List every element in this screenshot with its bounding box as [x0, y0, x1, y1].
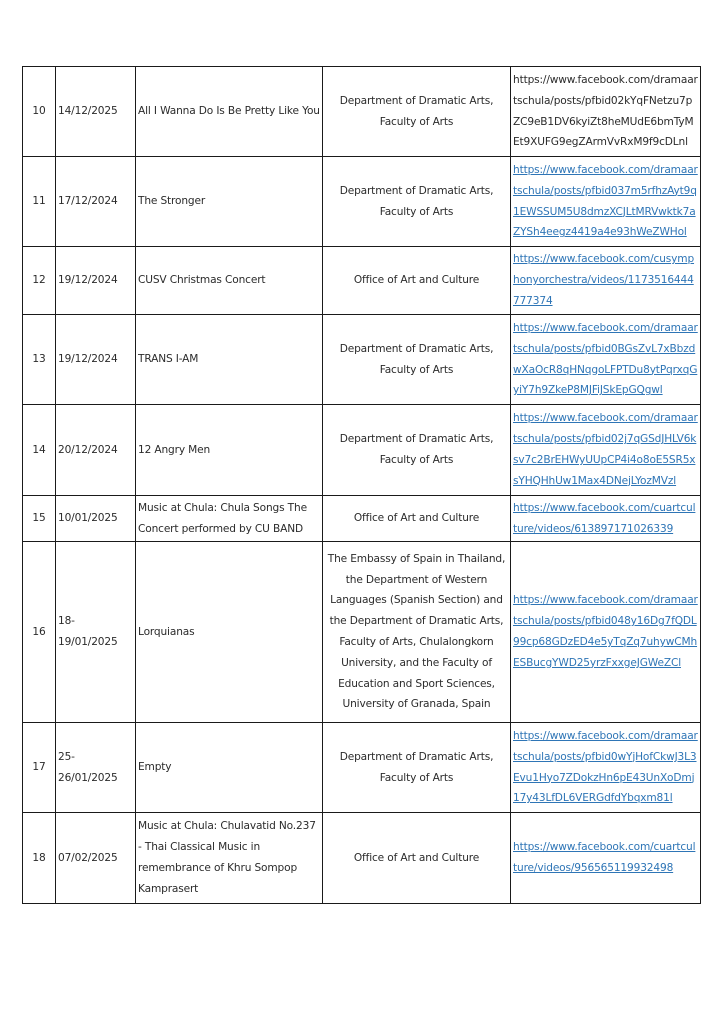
- event-organizer: Department of Dramatic Arts, Faculty of Arts: [323, 723, 511, 813]
- row-number: 10: [23, 67, 56, 157]
- events-table: [22, 66, 701, 904]
- event-date: 17/12/2024: [56, 157, 136, 247]
- event-link[interactable]: https://www.facebook.com/cuartculture/videos/956565119932498: [513, 841, 696, 874]
- event-link-cell: [511, 723, 701, 813]
- event-link[interactable]: https://www.facebook.com/dramaartschula/posts/pfbid0BGsZvL7xBbzdwXaOcR8qHNqgoLFPTDu8ytPqrxqGyiY7h9ZkeP8MJFiJSkEpGQgwl: [513, 321, 698, 397]
- table-row: [23, 405, 701, 496]
- event-link-cell: [511, 813, 701, 904]
- event-date: 10/01/2025: [56, 496, 136, 542]
- row-number: 14: [23, 405, 56, 496]
- event-organizer: Department of Dramatic Arts, Faculty of Arts: [323, 405, 511, 496]
- event-date: 07/02/2025: [56, 813, 136, 904]
- event-title: TRANS I-AM: [136, 315, 323, 405]
- table-row: [23, 67, 701, 157]
- row-number: 11: [23, 157, 56, 247]
- event-title: Lorquianas: [136, 542, 323, 723]
- table-row: [23, 723, 701, 813]
- event-date: 19/12/2024: [56, 315, 136, 405]
- event-organizer: Department of Dramatic Arts, Faculty of Arts: [323, 67, 511, 157]
- event-title: The Stronger: [136, 157, 323, 247]
- event-date: 25-26/01/2025: [56, 723, 136, 813]
- event-date: 14/12/2025: [56, 67, 136, 157]
- row-number: 13: [23, 315, 56, 405]
- event-title: CUSV Christmas Concert: [136, 247, 323, 315]
- event-link[interactable]: https://www.facebook.com/dramaartschula/posts/pfbid037m5rfhzAyt9q1EWSSUM5U8dmzXCJLtMRVwktk7aZYSh4eegz4419a4e93hWeZWHol: [513, 163, 698, 239]
- row-number: 12: [23, 247, 56, 315]
- event-organizer: Office of Art and Culture: [323, 813, 511, 904]
- table-row: [23, 315, 701, 405]
- event-link-cell: [511, 157, 701, 247]
- event-date: 18-19/01/2025: [56, 542, 136, 723]
- table-row: [23, 542, 701, 723]
- event-link[interactable]: https://www.facebook.com/dramaartschula/posts/pfbid02j7qGSdJHLV6ksv7c2BrEHWyUUpCP4i4o8oE5SR5xsYHQHhUw1Max4DNejLYozMVzl: [513, 412, 698, 487]
- event-organizer: Department of Dramatic Arts, Faculty of Arts: [323, 157, 511, 247]
- table-row: [23, 247, 701, 315]
- table-row: [23, 496, 701, 542]
- event-link[interactable]: https://www.facebook.com/dramaartschula/posts/pfbid02kYqFNetzu7pZC9eB1DV6kyiZt8heMUdE6bmTyMEt9XUFG9egZArmVvRxM9f9cDLnl: [513, 73, 698, 149]
- event-link-cell: [511, 542, 701, 723]
- event-link[interactable]: https://www.facebook.com/dramaartschula/posts/pfbid048y16Dg7fQDL99cp68GDzED4e5yTqZq7uhywCMhESBucgYWD25yrzFxxgeJGWeZCl: [513, 594, 698, 669]
- event-link-cell: [511, 496, 701, 542]
- event-date: 20/12/2024: [56, 405, 136, 496]
- table-row: [23, 157, 701, 247]
- event-link[interactable]: https://www.facebook.com/dramaartschula/posts/pfbid0wYjHofCkwJ3L3Evu1Hyo7ZDokzHn6pE43UnXoDmj17y43LfDL6VERGdfdYbqxm81l: [513, 729, 698, 805]
- event-organizer: Department of Dramatic Arts, Faculty of Arts: [323, 315, 511, 405]
- event-link-cell: [511, 315, 701, 405]
- event-title: All I Wanna Do Is Be Pretty Like You: [136, 67, 323, 157]
- event-organizer: Office of Art and Culture: [323, 496, 511, 542]
- event-date: 19/12/2024: [56, 247, 136, 315]
- event-organizer: The Embassy of Spain in Thailand, the Department of Western Languages (Spanish Section) and the Department of Dramatic Arts, Faculty of Arts, Chulalongkorn University, and the Faculty of Education and Sport Sciences, University of Granada, Spain: [323, 542, 511, 723]
- event-title: 12 Angry Men: [136, 405, 323, 496]
- event-link-cell: [511, 405, 701, 496]
- event-link-cell: [511, 67, 701, 157]
- events-table-body: [23, 67, 701, 904]
- event-title: Music at Chula: Chulavatid No.237 - Thai Classical Music in remembrance of Khru Sompop Kamprasert: [136, 813, 323, 904]
- event-title: Music at Chula: Chula Songs The Concert performed by CU BAND: [136, 496, 323, 542]
- event-link[interactable]: https://www.facebook.com/cuartculture/videos/613897171026339: [513, 501, 696, 535]
- event-link-cell: [511, 247, 701, 315]
- row-number: 18: [23, 813, 56, 904]
- event-title: Empty: [136, 723, 323, 813]
- row-number: 17: [23, 723, 56, 813]
- row-number: 16: [23, 542, 56, 723]
- row-number: 15: [23, 496, 56, 542]
- table-row: [23, 813, 701, 904]
- event-organizer: Office of Art and Culture: [323, 247, 511, 315]
- event-link[interactable]: https://www.facebook.com/cusymphonyorchestra/videos/1173516444777374: [513, 253, 695, 307]
